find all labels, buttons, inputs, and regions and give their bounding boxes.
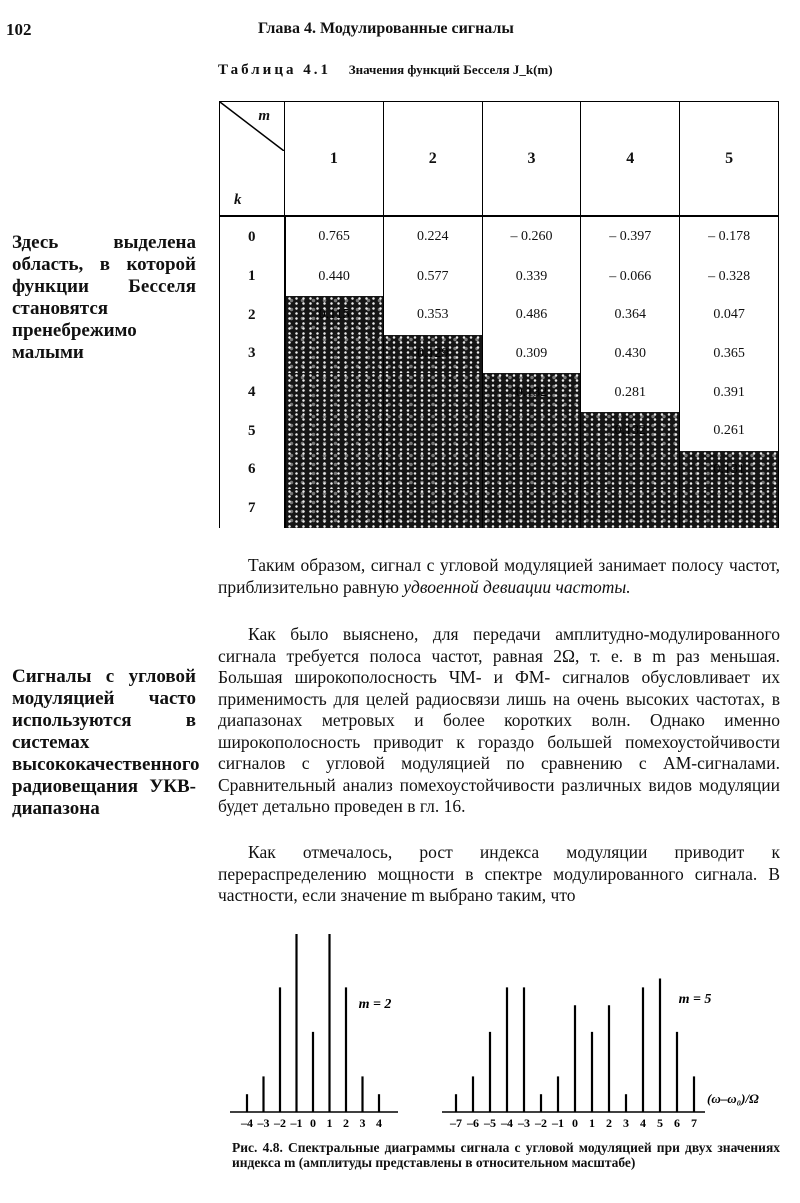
figure-caption: Рис. 4.8. Спектральные диаграммы сигнала с угловой модуляцией при двух значениях индекса m (амплитуды представлены в относительном масштабе) [232,1140,780,1170]
table-cell [680,489,779,528]
left-tick-label: –2 [274,1116,286,1130]
table-cell: 0.765 [285,216,384,257]
table-cell [482,489,581,528]
table-cell [285,412,384,451]
table-caption-text: Значения функций Бесселя J_k(m) [348,62,553,77]
right-tick-label: –6 [467,1116,479,1130]
left-tick-label: 3 [359,1116,366,1130]
bessel-table [219,101,779,528]
right-tick-label: –7 [450,1116,462,1130]
right-tick-label: 3 [623,1116,629,1130]
row-k-cell: 4 [220,373,285,412]
table-cell: 0.129 [383,335,482,374]
col-header: 3 [482,102,581,217]
table-cell: 0.364 [581,296,680,335]
table-cell [285,489,384,528]
frequency-axis-label: (ω–ω₀)/Ω [707,1091,759,1106]
running-head: Глава 4. Модулированные сигналы [258,20,514,37]
table-cell: – 0.397 [581,216,680,257]
paragraph-2 [218,624,780,818]
row-k-cell: 3 [220,335,285,374]
left-tick-label: –1 [290,1116,303,1130]
paragraph-2-text: Как было выяснено, для передачи амплитудно-модулированного сигнала требуется полоса частот, равная 2Ω, т. е. в m раз меньшая. Большая широкополосность ЧМ- и ФМ- сигналов обусловливает их применимость для целей радиосвязи лишь на очень высоких частотах, в диапазонах метровых и более коротких волн. Однако именно широкополосность приводит к гораздо большей помехоустойчивости сигналов с угловой модуляцией по сравнению с АМ-сигналами. Сравнительный анализ помехоустойчивости различных видов модуляции будет детально проведен в гл. 16. [218,624,780,816]
table-cell: 0.486 [482,296,581,335]
table-cell: 0.261 [680,412,779,451]
right-tick-label: 2 [606,1116,612,1130]
table-cell: 0.309 [482,335,581,374]
paragraph-3-text: Как отмечалось, рост индекса модуляции приводит к перераспределению мощности в спектре модулированного сигнала. В частности, если значение m выбрано таким, что [218,842,780,905]
table-row [220,412,779,451]
table-cell: 0.440 [285,257,384,296]
right-m-label: m = 5 [678,992,712,1007]
table-cell: 0.339 [482,257,581,296]
sidenote-angle-modulation-usage: Сигналы с угловой модуляцией часто используются в системах высококачественного радиовещания УКВ-диапазона [12,666,200,819]
table-cell [383,451,482,490]
left-tick-label: 0 [310,1116,316,1130]
table-cell: 0.430 [581,335,680,374]
left-tick-label: –3 [257,1116,270,1130]
right-tick-label: –3 [518,1116,530,1130]
left-tick-label: –4 [241,1116,253,1130]
table-row [220,373,779,412]
table-cell: 0.391 [680,373,779,412]
page-number: 102 [6,20,32,39]
table-cell [383,373,482,412]
table-cell [285,335,384,374]
table-corner-cell [220,102,285,217]
table-cell [482,451,581,490]
right-tick-label: –5 [484,1116,496,1130]
left-tick-label: 1 [326,1116,333,1130]
table-cell [383,412,482,451]
paragraph-3 [218,842,780,907]
table-row [220,296,779,335]
table-cell: 0.577 [383,257,482,296]
row-k-cell: 6 [220,451,285,490]
right-tick-label: 6 [674,1116,680,1130]
right-tick-label: 7 [691,1116,697,1130]
table-cell: – 0.178 [680,216,779,257]
row-k-cell: 5 [220,412,285,451]
table-cell: 0.131 [680,451,779,490]
right-tick-label: 1 [589,1116,595,1130]
table-cell [581,489,680,528]
row-k-cell: 0 [220,216,285,257]
right-tick-label: –1 [552,1116,564,1130]
right-tick-label: 0 [572,1116,578,1130]
right-tick-label: 4 [640,1116,646,1130]
row-header-k: k [234,192,242,209]
table-row [220,489,779,528]
table-header-row [220,102,779,217]
col-header-m: m [258,108,270,124]
table-caption [218,62,553,79]
table-row [220,216,779,257]
table-cell [285,451,384,490]
row-k-cell: 2 [220,296,285,335]
table-cell [285,373,384,412]
table-row [220,257,779,296]
row-k-cell: 7 [220,489,285,528]
table-row [220,335,779,374]
col-header: 5 [680,102,779,217]
col-header: 2 [383,102,482,217]
table-cell [482,412,581,451]
sidenote-negligible-region: Здесь выделена область, в которой функции Бесселя становятся пренебрежимо малыми [12,232,196,363]
table-cell: – 0.328 [680,257,779,296]
right-tick-label: –2 [535,1116,547,1130]
left-m-label: m = 2 [358,997,392,1012]
paragraph-1-text: Таким образом, сигнал с угловой модуляцией занимает полосу частот, приблизительно равную [218,555,780,597]
row-k-cell: 1 [220,257,285,296]
right-tick-label: –4 [501,1116,513,1130]
paragraph-1 [218,555,780,598]
table-cell [581,451,680,490]
table-cell: 0.132 [581,412,680,451]
table-cell: 0.132 [482,373,581,412]
table-cell [383,489,482,528]
table-cell: – 0.066 [581,257,680,296]
table-cell: 0.281 [581,373,680,412]
left-tick-label: 4 [376,1116,382,1130]
table-cell: 0.353 [383,296,482,335]
corner-diagonal [220,102,284,151]
table-cell: 0.115 [285,296,384,335]
spectral-diagrams-figure [220,928,790,1133]
col-header: 1 [285,102,384,217]
col-header: 4 [581,102,680,217]
table-row [220,451,779,490]
left-tick-label: 2 [343,1116,349,1130]
paragraph-1-emphasis: удвоенной девиации частоты. [403,576,631,597]
table-cell: 0.047 [680,296,779,335]
right-tick-label: 5 [657,1116,663,1130]
table-body [220,216,779,528]
table-caption-label: Таблица 4.1 [218,62,331,78]
table-cell: 0.365 [680,335,779,374]
table-cell: 0.224 [383,216,482,257]
table-cell: – 0.260 [482,216,581,257]
